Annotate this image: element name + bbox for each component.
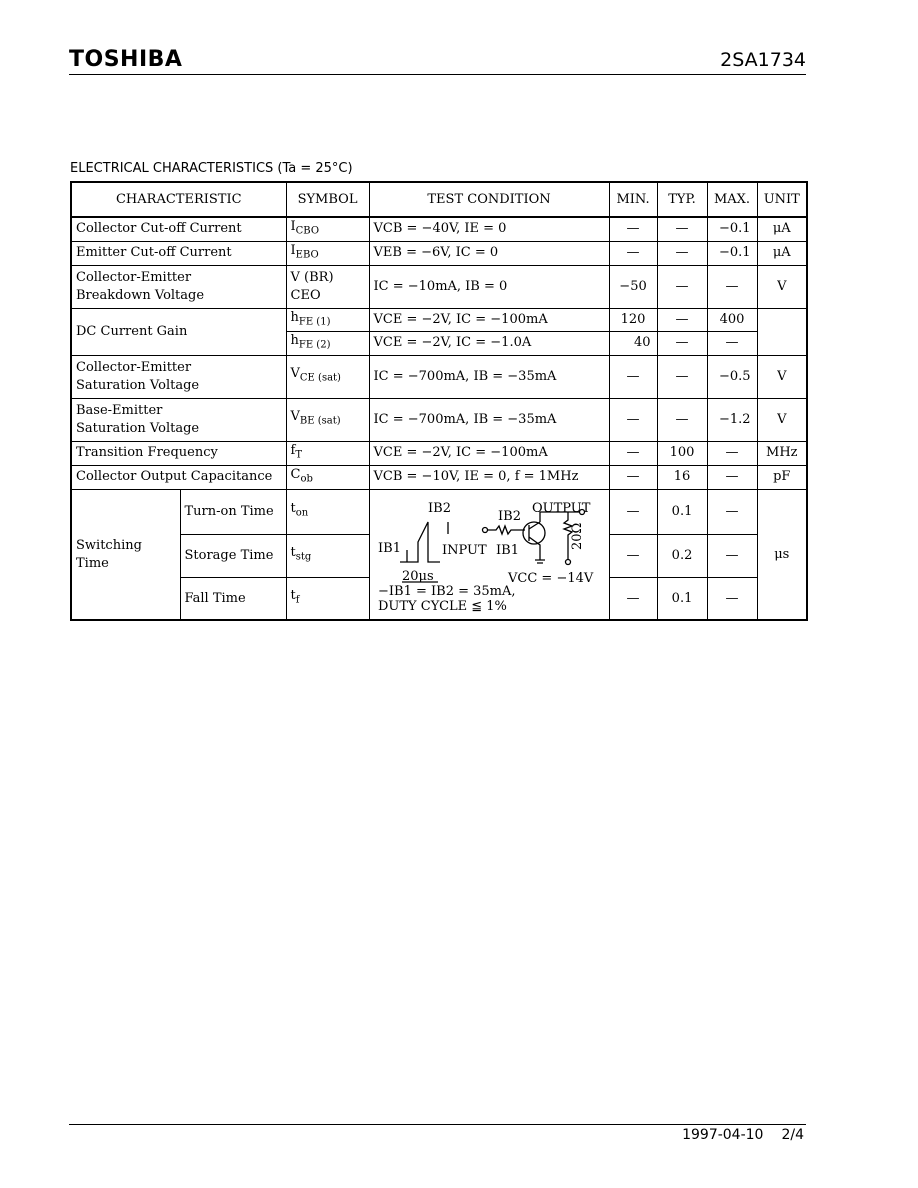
test-circuit-label: 20Ω — [569, 522, 585, 551]
col-header-typ: TYP. — [657, 182, 707, 217]
min-cell: 120 — [609, 308, 657, 332]
typ-cell: — — [657, 355, 707, 398]
characteristic-line: Saturation Voltage — [76, 377, 200, 393]
symbol-subscript: T — [295, 449, 302, 461]
characteristic-line: Saturation Voltage — [76, 420, 200, 436]
unit-cell: V — [757, 265, 807, 308]
min-cell: 40 — [609, 332, 657, 356]
max-cell: 400 — [707, 308, 757, 332]
characteristic-cell — [71, 265, 286, 308]
switching-label-cell — [71, 489, 180, 620]
symbol-text: V — [290, 409, 300, 425]
symbol-text: h — [290, 309, 299, 325]
col-header-min: MIN. — [609, 182, 657, 217]
max-cell: −0.5 — [707, 355, 757, 398]
test-circuit-label: IB2 — [497, 509, 521, 525]
test-circuit-label: IB1 — [495, 543, 519, 559]
symbol-text: f — [290, 442, 296, 458]
unit-cell — [757, 308, 807, 355]
table-row — [71, 465, 807, 489]
switching-name-cell: Turn-on Time — [180, 489, 286, 534]
symbol-cell — [286, 398, 369, 441]
characteristic-line: Collector-Emitter — [76, 359, 192, 375]
table-row — [71, 489, 807, 534]
min-cell: — — [609, 489, 657, 534]
unit-cell: V — [757, 355, 807, 398]
symbol-text: h — [290, 333, 299, 349]
symbol-text: t — [290, 588, 296, 604]
symbol-subscript: stg — [295, 552, 312, 564]
symbol-cell — [286, 217, 369, 241]
test-circuit-diagram — [370, 490, 608, 619]
table-row — [71, 355, 807, 398]
test-circuit-label: IB2 — [427, 501, 451, 517]
table-row — [71, 308, 807, 332]
characteristic-cell: DC Current Gain — [71, 308, 286, 355]
test-circuit-label: VCC = −14V — [507, 571, 593, 587]
symbol-subscript: BE (sat) — [299, 416, 341, 428]
col-header-max: MAX. — [707, 182, 757, 217]
table-row — [71, 241, 807, 265]
symbol-cell — [286, 308, 369, 332]
table-header-row — [71, 182, 807, 217]
table-row — [71, 398, 807, 441]
test-circuit-label: OUTPUT — [531, 501, 590, 517]
max-cell: — — [707, 465, 757, 489]
unit-cell: μs — [757, 489, 807, 620]
characteristic-cell — [71, 398, 286, 441]
max-cell: — — [707, 489, 757, 534]
max-cell: — — [707, 534, 757, 577]
switching-label-line: Time — [76, 555, 109, 571]
symbol-cell — [286, 355, 369, 398]
max-cell: −0.1 — [707, 217, 757, 241]
symbol-subscript: f — [295, 594, 300, 606]
min-cell: −50 — [609, 265, 657, 308]
test-circuit-label: IB1 — [377, 541, 401, 557]
condition-cell: VCE = −2V, IC = −100mA — [369, 308, 609, 332]
section-title: ELECTRICAL CHARACTERISTICS (Ta = 25°C) — [70, 161, 353, 176]
typ-cell: 0.1 — [657, 577, 707, 620]
min-cell: — — [609, 441, 657, 465]
symbol-subscript: ob — [300, 473, 313, 485]
symbol-cell — [286, 441, 369, 465]
symbol-cell — [286, 489, 369, 534]
max-cell: — — [707, 265, 757, 308]
symbol-text: I — [290, 219, 296, 234]
typ-cell: — — [657, 241, 707, 265]
footer — [682, 1127, 804, 1143]
typ-cell: 16 — [657, 465, 707, 489]
condition-cell: VCB = −10V, IE = 0, f = 1MHz — [369, 465, 609, 489]
min-cell: — — [609, 465, 657, 489]
footer-rule — [69, 1124, 806, 1125]
typ-cell: 0.1 — [657, 489, 707, 534]
condition-cell: VCE = −2V, IC = −100mA — [369, 441, 609, 465]
col-header-unit: UNIT — [757, 182, 807, 217]
header-rule — [69, 74, 806, 75]
col-header-test-condition: TEST CONDITION — [369, 182, 609, 217]
condition-cell: VCB = −40V, IE = 0 — [369, 217, 609, 241]
symbol-subscript: FE (2) — [298, 339, 331, 351]
condition-cell: IC = −700mA, IB = −35mA — [369, 398, 609, 441]
transistor-leads — [529, 522, 540, 552]
table-row — [71, 441, 807, 465]
max-cell: −0.1 — [707, 241, 757, 265]
characteristic-line: Breakdown Voltage — [76, 287, 205, 303]
symbol-cell — [286, 577, 369, 620]
brand-logo: TOSHIBA — [69, 47, 183, 72]
switching-name-cell: Storage Time — [180, 534, 286, 577]
symbol-subscript: CBO — [295, 225, 320, 237]
test-circuit-label: −IB1 = IB2 = 35mA, — [377, 584, 516, 600]
min-cell: — — [609, 534, 657, 577]
typ-cell: 0.2 — [657, 534, 707, 577]
typ-cell: — — [657, 265, 707, 308]
symbol-cell — [286, 465, 369, 489]
symbol-subscript: FE (1) — [298, 316, 331, 328]
typ-cell: — — [657, 398, 707, 441]
footer-page-number: 2/4 — [781, 1127, 804, 1143]
characteristic-cell — [71, 355, 286, 398]
symbol-cell — [286, 534, 369, 577]
symbol-text: C — [290, 466, 301, 482]
col-header-symbol: SYMBOL — [286, 182, 369, 217]
min-cell: — — [609, 355, 657, 398]
typ-cell: 100 — [657, 441, 707, 465]
symbol-cell — [286, 241, 369, 265]
characteristic-cell: Collector Cut-off Current — [71, 217, 286, 241]
unit-cell: μA — [757, 241, 807, 265]
condition-cell: IC = −700mA, IB = −35mA — [369, 355, 609, 398]
condition-cell: VCE = −2V, IC = −1.0A — [369, 332, 609, 356]
symbol-text: t — [290, 501, 296, 517]
symbol-text: t — [290, 545, 296, 561]
symbol-text: I — [290, 242, 296, 258]
test-circuit-label: INPUT — [441, 543, 487, 559]
electrical-characteristics-table — [70, 181, 808, 621]
max-cell: — — [707, 441, 757, 465]
unit-cell: V — [757, 398, 807, 441]
unit-cell: μA — [757, 217, 807, 241]
characteristic-line: Base-Emitter — [76, 402, 163, 418]
switching-label-line: Switching — [76, 537, 142, 553]
typ-cell: — — [657, 332, 707, 356]
symbol-text: V — [290, 366, 300, 382]
ground-symbol — [535, 552, 545, 563]
max-cell: −1.2 — [707, 398, 757, 441]
vcc-terminal — [565, 560, 570, 565]
input-pulse-waveform — [400, 522, 440, 562]
characteristic-cell: Transition Frequency — [71, 441, 286, 465]
switching-test-circuit — [369, 489, 609, 620]
condition-cell: IC = −10mA, IB = 0 — [369, 265, 609, 308]
symbol-subscript: on — [295, 508, 309, 520]
test-circuit-label: DUTY CYCLE ≦ 1% — [377, 599, 507, 615]
symbol-cell: V (BR) CEO — [286, 265, 369, 308]
characteristic-cell: Collector Output Capacitance — [71, 465, 286, 489]
switching-name-cell: Fall Time — [180, 577, 286, 620]
test-circuit-label: 20μs — [401, 569, 434, 585]
max-cell: — — [707, 332, 757, 356]
characteristic-line: Collector-Emitter — [76, 269, 192, 285]
unit-cell: MHz — [757, 441, 807, 465]
unit-cell: pF — [757, 465, 807, 489]
col-header-characteristic: CHARACTERISTIC — [71, 182, 286, 217]
input-terminal — [482, 528, 487, 533]
symbol-subscript: EBO — [295, 249, 319, 261]
typ-cell: — — [657, 308, 707, 332]
min-cell: — — [609, 241, 657, 265]
typ-cell: — — [657, 217, 707, 241]
table-row — [71, 217, 807, 241]
footer-date: 1997-04-10 — [682, 1127, 764, 1143]
min-cell: — — [609, 577, 657, 620]
base-resistor — [488, 526, 525, 534]
max-cell: — — [707, 577, 757, 620]
symbol-cell — [286, 332, 369, 356]
min-cell: — — [609, 217, 657, 241]
condition-cell: VEB = −6V, IC = 0 — [369, 241, 609, 265]
characteristic-cell: Emitter Cut-off Current — [71, 241, 286, 265]
min-cell: — — [609, 398, 657, 441]
symbol-subscript: CE (sat) — [299, 373, 341, 385]
table-row — [71, 265, 807, 308]
part-number: 2SA1734 — [720, 49, 806, 71]
